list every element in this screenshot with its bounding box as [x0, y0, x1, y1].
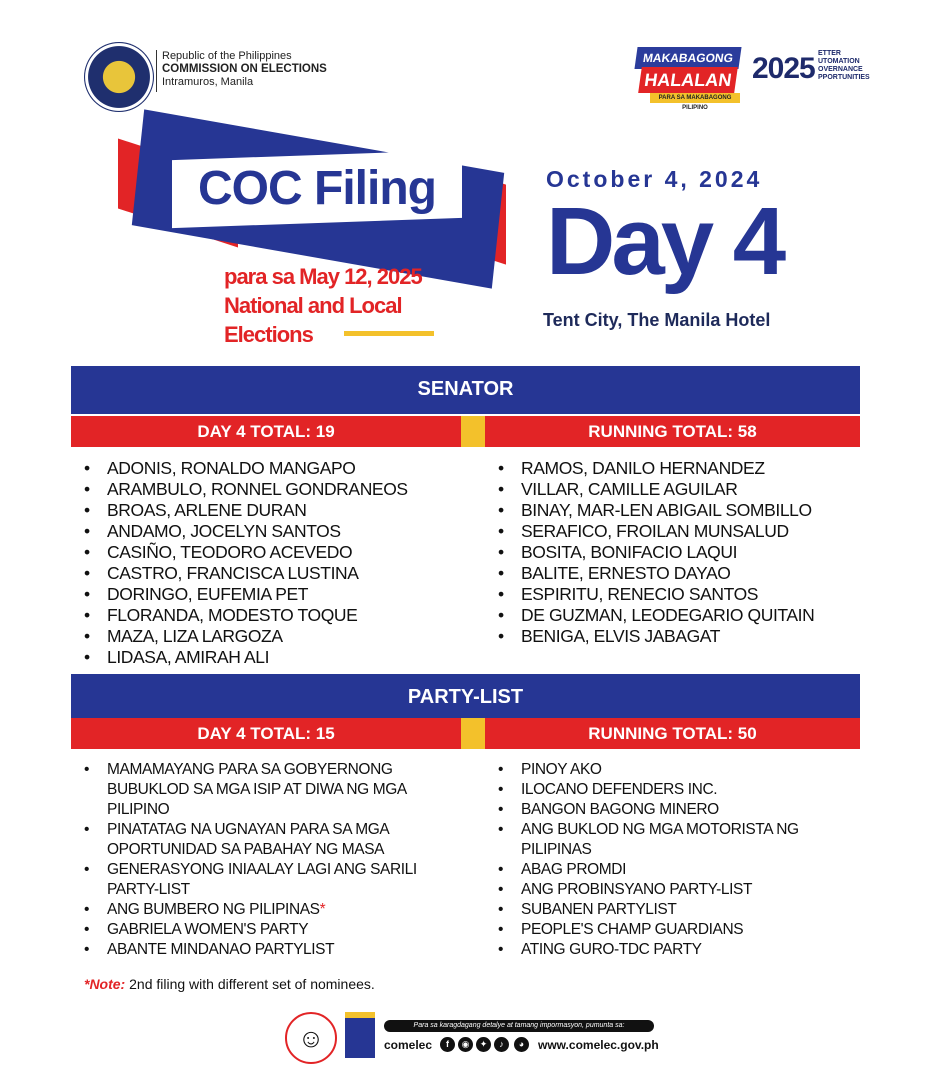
list-item-text: ATING GURO-TDC PARTY [521, 941, 702, 958]
list-item [498, 780, 848, 800]
list-item [498, 900, 848, 920]
list-item [498, 521, 858, 542]
makabagong-halalan-logo [636, 47, 740, 111]
partylist-running-total: RUNNING TOTAL: 50 [588, 724, 757, 743]
logo-mbh-main: HALALAN [638, 67, 738, 93]
footnote [84, 976, 375, 992]
tagline-word: PPORTUNITIES [818, 74, 870, 81]
list-item-text: BENIGA, ELVIS JABAGAT [521, 626, 721, 646]
totals-divider [461, 718, 485, 749]
footnote-text: 2nd filing with different set of nominees. [125, 976, 375, 992]
list-item-text: ANG BUKLOD NG MGA MOTORISTA NG PILIPINAS [521, 821, 799, 858]
logo-2025-tagline [818, 50, 870, 82]
list-item [498, 584, 858, 605]
logo-mbh-sub: PARA SA MAKABAGONG PILIPINO [650, 93, 740, 103]
event-date: October 4, 2024 [546, 166, 763, 192]
instagram-icon[interactable]: ◉ [458, 1037, 473, 1052]
list-item-text: ESPIRITU, RENECIO SANTOS [521, 584, 759, 604]
list-item [498, 605, 858, 626]
website-link[interactable]: www.comelec.gov.ph [538, 1038, 659, 1052]
list-item [498, 760, 848, 780]
list-item-text: ANG PROBINSYANO PARTY-LIST [521, 881, 753, 898]
senator-running-total: RUNNING TOTAL: 58 [588, 422, 757, 441]
list-item-text: PEOPLE'S CHAMP GUARDIANS [521, 921, 744, 938]
org-country: Republic of the Philippines [162, 50, 292, 62]
list-item-text: RAMOS, DANILO HERNANDEZ [521, 458, 765, 478]
list-item [498, 542, 858, 563]
totals-divider [461, 416, 485, 447]
emblem-icon [345, 1012, 375, 1058]
list-item-text: FLORANDA, MODESTO TOQUE [107, 605, 358, 625]
list-item [498, 458, 858, 479]
header-divider [156, 50, 157, 92]
list-item-text: SUBANEN PARTYLIST [521, 901, 677, 918]
event-venue: Tent City, The Manila Hotel [543, 310, 771, 330]
footnote-label: *Note: [84, 976, 126, 992]
list-item [498, 860, 848, 880]
list-item [498, 800, 848, 820]
senator-list-right [498, 458, 858, 647]
list-item-text: LIDASA, AMIRAH ALI [107, 647, 270, 667]
footer-handle: comelec [384, 1038, 433, 1052]
list-item-text: ANDAMO, JOCELYN SANTOS [107, 521, 341, 541]
mascot-icon: ☺ [285, 1012, 337, 1064]
list-item-text: MAMAMAYANG PARA SA GOBYERNONG BUBUKLOD SA MGA ISIP AT DIWA NG MGA PILIPINO [107, 761, 406, 818]
list-item [84, 626, 464, 647]
logo-mbh-top: MAKABAGONG [634, 47, 741, 69]
senator-list-left [84, 458, 464, 668]
list-item [498, 563, 858, 584]
tagline-word: ETTER [818, 50, 841, 57]
list-item [84, 500, 464, 521]
senator-day-total: DAY 4 TOTAL: 19 [197, 422, 335, 441]
list-item-text: VILLAR, CAMILLE AGUILAR [521, 479, 738, 499]
list-item [84, 760, 469, 820]
senator-totals-bar [71, 416, 860, 447]
subtitle-line: Elections [224, 322, 313, 347]
list-item-text: ARAMBULO, RONNEL GONDRANEOS [107, 479, 408, 499]
org-name: COMMISSION ON ELECTIONS [162, 63, 327, 75]
list-item [498, 479, 858, 500]
list-item [498, 500, 858, 521]
list-item [84, 860, 469, 900]
list-item-text: ANG BUMBERO NG PILIPINAS [107, 901, 320, 918]
list-item-text: PINOY AKO [521, 761, 602, 778]
list-item-text: ILOCANO DEFENDERS INC. [521, 781, 718, 798]
list-item [84, 647, 464, 668]
list-item [84, 820, 469, 860]
list-item-text: ABAG PROMDI [521, 861, 626, 878]
list-item [84, 563, 464, 584]
globe-icon[interactable]: ◕ [514, 1037, 529, 1052]
list-item [498, 920, 848, 940]
list-item-text: BROAS, ARLENE DURAN [107, 500, 307, 520]
list-item-text: CASTRO, FRANCISCA LUSTINA [107, 563, 359, 583]
facebook-icon[interactable]: f [440, 1037, 455, 1052]
list-item [84, 900, 469, 920]
list-item [498, 880, 848, 900]
list-item [498, 626, 858, 647]
list-item-text: DE GUZMAN, LEODEGARIO QUITAIN [521, 605, 815, 625]
list-item-text: BINAY, MAR-LEN ABIGAIL SOMBILLO [521, 500, 812, 520]
list-item-text: MAZA, LIZA LARGOZA [107, 626, 283, 646]
subtitle-line: National and Local [224, 293, 402, 318]
list-item [84, 605, 464, 626]
star-marker: * [319, 901, 326, 918]
list-item-text: PINATATAG NA UGNAYAN PARA SA MGA OPORTUNIDAD SA PABAHAY NG MASA [107, 821, 389, 858]
list-item-text: BANGON BAGONG MINERO [521, 801, 719, 818]
comelec-seal-icon [84, 42, 154, 112]
list-item [84, 521, 464, 542]
org-location: Intramuros, Manila [162, 76, 254, 88]
list-item [84, 920, 469, 940]
list-item [84, 479, 464, 500]
organization-block [162, 50, 327, 89]
logo-2025: 2025 [752, 52, 815, 85]
list-item-text: CASIÑO, TEODORO ACEVEDO [107, 542, 353, 562]
list-item [498, 820, 848, 860]
list-item-text: GENERASYONG INIAALAY LAGI ANG SARILI PARTY-LIST [107, 861, 417, 898]
partylist-heading: PARTY-LIST [71, 674, 860, 722]
tiktok-icon[interactable]: ♪ [494, 1037, 509, 1052]
list-item [84, 940, 469, 960]
list-item [84, 542, 464, 563]
banner-gold-underline [344, 331, 434, 336]
list-item [84, 584, 464, 605]
list-item-text: GABRIELA WOMEN'S PARTY [107, 921, 309, 938]
list-item-text: SERAFICO, FROILAN MUNSALUD [521, 521, 789, 541]
list-item [498, 940, 848, 960]
partylist-list-right [498, 760, 848, 960]
footer-info: Para sa karagdagang detalye at tamang impormasyon, pumunta sa: [384, 1020, 654, 1032]
list-item-text: BOSITA, BONIFACIO LAQUI [521, 542, 738, 562]
twitter-icon[interactable]: ✦ [476, 1037, 491, 1052]
subtitle-line: para sa May 12, 2025 [224, 264, 422, 289]
senator-heading: SENATOR [71, 366, 860, 414]
list-item-text: DORINGO, EUFEMIA PET [107, 584, 309, 604]
partylist-totals-bar [71, 718, 860, 749]
partylist-list-left [84, 760, 469, 960]
list-item-text: ABANTE MINDANAO PARTYLIST [107, 941, 335, 958]
event-day: Day 4 [546, 188, 783, 295]
list-item [84, 458, 464, 479]
partylist-day-total: DAY 4 TOTAL: 15 [197, 724, 335, 743]
tagline-word: UTOMATION [818, 58, 860, 65]
tagline-word: OVERNANCE [818, 66, 863, 73]
banner-title: COC Filing [198, 162, 436, 215]
list-item-text: BALITE, ERNESTO DAYAO [521, 563, 731, 583]
list-item-text: ADONIS, RONALDO MANGAPO [107, 458, 356, 478]
